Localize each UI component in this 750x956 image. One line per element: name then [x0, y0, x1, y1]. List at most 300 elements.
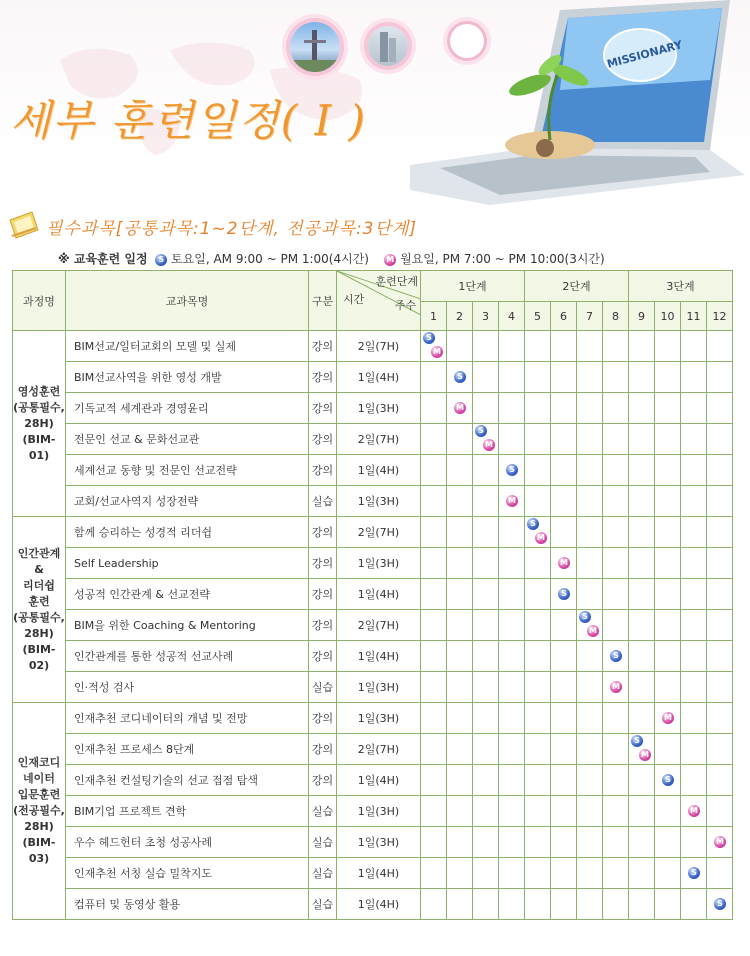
week-cell-2: [447, 889, 473, 920]
type-cell: 강의: [309, 703, 337, 734]
week-cell-1: [421, 889, 447, 920]
week-cell-4: [499, 641, 525, 672]
subject-cell: BIM기업 프로젝트 견학: [66, 796, 309, 827]
week-cell-11: [681, 827, 707, 858]
week-cell-10: [655, 331, 681, 362]
week-cell-6: [551, 393, 577, 424]
week-cell-1: [421, 827, 447, 858]
monday-mark-icon: M: [431, 346, 443, 358]
week-cell-12: [707, 765, 733, 796]
week-cell-11: [681, 796, 707, 827]
time-cell: 1일(3H): [337, 672, 421, 703]
week-cell-10: [655, 858, 681, 889]
saturday-text: 토요일, AM 9:00 ~ PM 1:00(4시간): [171, 252, 369, 266]
week-cell-3: [473, 672, 499, 703]
week-cell-9: [629, 362, 655, 393]
subject-cell: 성공적 인간관계 & 선교전략: [66, 579, 309, 610]
table-row: [13, 672, 733, 703]
table-row: [13, 765, 733, 796]
week-cell-12: [707, 393, 733, 424]
week-cell-2: [447, 858, 473, 889]
table-row: [13, 362, 733, 393]
week-cell-4: [499, 362, 525, 393]
header-week-3: 3: [473, 302, 499, 331]
week-cell-9: [629, 486, 655, 517]
week-cell-10: [655, 703, 681, 734]
week-cell-10: [655, 393, 681, 424]
time-cell: 1일(3H): [337, 393, 421, 424]
week-cell-4: [499, 765, 525, 796]
week-cell-6: [551, 331, 577, 362]
week-cell-8: [603, 486, 629, 517]
laptop-label: MISSIONARY: [605, 38, 684, 71]
week-cell-8: [603, 889, 629, 920]
week-cell-4: [499, 455, 525, 486]
week-cell-9: [629, 517, 655, 548]
table-row: [13, 393, 733, 424]
week-cell-10: [655, 889, 681, 920]
week-cell-7: [577, 858, 603, 889]
week-cell-10: [655, 827, 681, 858]
week-cell-4: [499, 827, 525, 858]
week-cell-2: [447, 517, 473, 548]
week-cell-5: [525, 827, 551, 858]
week-cell-2: [447, 734, 473, 765]
header-week-8: 8: [603, 302, 629, 331]
table-row: [13, 610, 733, 641]
week-cell-5: [525, 610, 551, 641]
subject-cell: 전문인 선교 & 문화선교관: [66, 424, 309, 455]
week-cell-7: [577, 579, 603, 610]
time-cell: 1일(4H): [337, 455, 421, 486]
week-cell-1: [421, 734, 447, 765]
week-cell-1: [421, 703, 447, 734]
week-cell-7: [577, 548, 603, 579]
monday-mark-icon: M: [662, 712, 674, 724]
week-cell-7: [577, 672, 603, 703]
week-cell-3: [473, 393, 499, 424]
header-week-11: 11: [681, 302, 707, 331]
type-cell: 강의: [309, 641, 337, 672]
week-cell-7: [577, 331, 603, 362]
week-cell-10: [655, 455, 681, 486]
header-week-12: 12: [707, 302, 733, 331]
saturday-mark-icon: S: [475, 425, 487, 437]
monday-icon: M: [384, 254, 396, 266]
time-cell: 2일(7H): [337, 331, 421, 362]
week-cell-1: [421, 579, 447, 610]
week-cell-12: [707, 703, 733, 734]
week-cell-8: [603, 455, 629, 486]
week-cell-9: [629, 641, 655, 672]
week-cell-11: [681, 486, 707, 517]
subject-cell: 세계선교 동향 및 전문인 선교전략: [66, 455, 309, 486]
table-row: [13, 548, 733, 579]
week-cell-9: [629, 703, 655, 734]
monday-mark-icon: M: [639, 749, 651, 761]
table-row: [13, 517, 733, 548]
week-cell-2: [447, 362, 473, 393]
week-cell-4: [499, 734, 525, 765]
week-cell-3: [473, 455, 499, 486]
type-cell: 실습: [309, 486, 337, 517]
subject-cell: 함께 승리하는 성경적 리더쉽: [66, 517, 309, 548]
time-cell: 1일(4H): [337, 858, 421, 889]
week-cell-8: [603, 858, 629, 889]
week-cell-6: [551, 672, 577, 703]
week-cell-3: [473, 827, 499, 858]
week-cell-9: [629, 579, 655, 610]
week-cell-4: [499, 579, 525, 610]
week-cell-12: [707, 517, 733, 548]
week-cell-2: [447, 486, 473, 517]
saturday-mark-icon: S: [527, 518, 539, 530]
week-cell-7: [577, 455, 603, 486]
type-cell: 강의: [309, 765, 337, 796]
week-cell-7: [577, 486, 603, 517]
monday-mark-icon: M: [688, 805, 700, 817]
week-cell-11: [681, 548, 707, 579]
week-cell-5: [525, 517, 551, 548]
saturday-mark-icon: S: [579, 611, 591, 623]
week-cell-4: [499, 424, 525, 455]
week-cell-7: [577, 517, 603, 548]
table-row: [13, 889, 733, 920]
week-cell-12: [707, 889, 733, 920]
course-group-name: 인간관계 & 리더쉽 훈련 (공통필수, 28H) (BIM-02): [13, 517, 66, 703]
week-cell-3: [473, 610, 499, 641]
week-cell-9: [629, 672, 655, 703]
week-cell-4: [499, 486, 525, 517]
week-cell-5: [525, 362, 551, 393]
week-cell-8: [603, 331, 629, 362]
week-cell-1: [421, 517, 447, 548]
table-row: [13, 703, 733, 734]
monday-mark-icon: M: [558, 557, 570, 569]
time-cell: 1일(3H): [337, 548, 421, 579]
time-cell: 1일(4H): [337, 765, 421, 796]
header-time: 시간: [343, 293, 365, 306]
schedule-table: [12, 270, 733, 920]
subject-cell: 인간관계를 통한 성공적 선교사례: [66, 641, 309, 672]
week-cell-10: [655, 424, 681, 455]
week-cell-10: [655, 610, 681, 641]
week-cell-11: [681, 672, 707, 703]
week-cell-7: [577, 362, 603, 393]
week-cell-6: [551, 827, 577, 858]
type-cell: 강의: [309, 734, 337, 765]
type-cell: 강의: [309, 424, 337, 455]
week-cell-5: [525, 889, 551, 920]
week-cell-7: [577, 765, 603, 796]
monday-mark-icon: M: [714, 836, 726, 848]
header-week-4: 4: [499, 302, 525, 331]
header-week-1: 1: [421, 302, 447, 331]
week-cell-6: [551, 765, 577, 796]
week-cell-12: [707, 331, 733, 362]
time-cell: 1일(3H): [337, 827, 421, 858]
week-cell-10: [655, 486, 681, 517]
week-cell-6: [551, 579, 577, 610]
header-week-6: 6: [551, 302, 577, 331]
week-cell-6: [551, 641, 577, 672]
time-cell: 2일(7H): [337, 517, 421, 548]
week-cell-11: [681, 455, 707, 486]
table-row: [13, 455, 733, 486]
subject-cell: Self Leadership: [66, 548, 309, 579]
monday-mark-icon: M: [506, 495, 518, 507]
week-cell-11: [681, 765, 707, 796]
photo-circle-1: [290, 22, 340, 72]
week-cell-4: [499, 517, 525, 548]
table-row: [13, 331, 733, 362]
week-cell-4: [499, 548, 525, 579]
week-cell-1: [421, 424, 447, 455]
week-cell-1: [421, 362, 447, 393]
week-cell-3: [473, 424, 499, 455]
week-cell-1: [421, 455, 447, 486]
saturday-mark-icon: S: [610, 650, 622, 662]
week-cell-1: [421, 796, 447, 827]
week-cell-10: [655, 672, 681, 703]
time-cell: 1일(3H): [337, 703, 421, 734]
week-cell-8: [603, 765, 629, 796]
header-week-10: 10: [655, 302, 681, 331]
week-cell-2: [447, 765, 473, 796]
table-row: [13, 579, 733, 610]
table-row: [13, 424, 733, 455]
week-cell-2: [447, 827, 473, 858]
saturday-mark-icon: S: [423, 332, 435, 344]
week-cell-10: [655, 641, 681, 672]
week-cell-8: [603, 393, 629, 424]
week-cell-1: [421, 486, 447, 517]
saturday-icon: S: [155, 254, 167, 266]
week-cell-6: [551, 703, 577, 734]
table-row: [13, 796, 733, 827]
saturday-mark-icon: S: [506, 464, 518, 476]
week-cell-5: [525, 734, 551, 765]
saturday-mark-icon: S: [662, 774, 674, 786]
week-cell-12: [707, 579, 733, 610]
saturday-mark-icon: S: [454, 371, 466, 383]
week-cell-8: [603, 548, 629, 579]
header-week-9: 9: [629, 302, 655, 331]
week-cell-11: [681, 517, 707, 548]
week-cell-3: [473, 486, 499, 517]
week-cell-9: [629, 548, 655, 579]
week-cell-8: [603, 362, 629, 393]
week-cell-11: [681, 393, 707, 424]
week-cell-4: [499, 393, 525, 424]
week-cell-1: [421, 641, 447, 672]
time-cell: 2일(7H): [337, 424, 421, 455]
week-cell-6: [551, 455, 577, 486]
week-cell-3: [473, 889, 499, 920]
table-row: [13, 827, 733, 858]
week-cell-3: [473, 579, 499, 610]
table-row: [13, 486, 733, 517]
week-cell-3: [473, 641, 499, 672]
monday-mark-icon: M: [483, 439, 495, 451]
week-cell-5: [525, 796, 551, 827]
week-cell-10: [655, 765, 681, 796]
week-cell-3: [473, 517, 499, 548]
week-cell-5: [525, 641, 551, 672]
week-cell-9: [629, 765, 655, 796]
week-cell-7: [577, 734, 603, 765]
week-cell-9: [629, 858, 655, 889]
subject-cell: BIM선교/일터교회의 모델 및 실제: [66, 331, 309, 362]
header-stage-1: 1단계: [421, 271, 525, 302]
week-cell-12: [707, 455, 733, 486]
monday-mark-icon: M: [454, 402, 466, 414]
week-cell-12: [707, 610, 733, 641]
week-cell-6: [551, 734, 577, 765]
week-cell-7: [577, 889, 603, 920]
week-cell-7: [577, 393, 603, 424]
week-cell-12: [707, 827, 733, 858]
week-cell-9: [629, 827, 655, 858]
week-cell-4: [499, 796, 525, 827]
time-cell: 1일(4H): [337, 889, 421, 920]
week-cell-4: [499, 703, 525, 734]
type-cell: 강의: [309, 610, 337, 641]
week-cell-2: [447, 331, 473, 362]
header-week-5: 5: [525, 302, 551, 331]
type-cell: 강의: [309, 455, 337, 486]
header-week: 주수: [394, 299, 416, 312]
week-cell-11: [681, 362, 707, 393]
week-cell-6: [551, 610, 577, 641]
type-cell: 실습: [309, 672, 337, 703]
week-cell-5: [525, 424, 551, 455]
week-cell-2: [447, 579, 473, 610]
header-stage-3: 3단계: [629, 271, 733, 302]
week-cell-2: [447, 796, 473, 827]
header-week-7: 7: [577, 302, 603, 331]
section-title: 필수과목[공통과목:1~2단계, 전공과목:3단계]: [46, 219, 417, 239]
week-cell-4: [499, 672, 525, 703]
week-cell-6: [551, 889, 577, 920]
week-cell-8: [603, 796, 629, 827]
table-row: [13, 641, 733, 672]
week-cell-3: [473, 796, 499, 827]
type-cell: 강의: [309, 362, 337, 393]
week-cell-8: [603, 734, 629, 765]
monday-mark-icon: M: [610, 681, 622, 693]
week-cell-8: [603, 424, 629, 455]
week-cell-2: [447, 455, 473, 486]
header-course: 과정명: [13, 271, 66, 331]
type-cell: 실습: [309, 858, 337, 889]
week-cell-5: [525, 331, 551, 362]
week-cell-9: [629, 331, 655, 362]
week-cell-8: [603, 579, 629, 610]
week-cell-11: [681, 424, 707, 455]
subject-cell: 인재추천 프로세스 8단계: [66, 734, 309, 765]
type-cell: 실습: [309, 827, 337, 858]
week-cell-1: [421, 765, 447, 796]
week-cell-11: [681, 734, 707, 765]
time-cell: 1일(3H): [337, 486, 421, 517]
table-row: [13, 858, 733, 889]
week-cell-11: [681, 610, 707, 641]
week-cell-2: [447, 548, 473, 579]
week-cell-3: [473, 362, 499, 393]
week-cell-10: [655, 548, 681, 579]
week-cell-12: [707, 548, 733, 579]
subject-cell: 교회/선교사역지 성장전략: [66, 486, 309, 517]
type-cell: 실습: [309, 796, 337, 827]
week-cell-1: [421, 548, 447, 579]
schedule-label: ※ 교육훈련 일정: [58, 252, 148, 266]
week-cell-12: [707, 362, 733, 393]
header-stage: 훈련단계: [375, 275, 418, 288]
week-cell-12: [707, 641, 733, 672]
laptop-illustration: [410, 0, 745, 205]
type-cell: 강의: [309, 331, 337, 362]
saturday-mark-icon: S: [714, 898, 726, 910]
week-cell-12: [707, 734, 733, 765]
header-time-stage: [337, 271, 421, 331]
week-cell-1: [421, 672, 447, 703]
week-cell-1: [421, 393, 447, 424]
week-cell-3: [473, 703, 499, 734]
week-cell-6: [551, 796, 577, 827]
week-cell-9: [629, 889, 655, 920]
week-cell-12: [707, 424, 733, 455]
week-cell-6: [551, 486, 577, 517]
week-cell-6: [551, 548, 577, 579]
time-cell: 1일(4H): [337, 641, 421, 672]
week-cell-3: [473, 734, 499, 765]
time-cell: 2일(7H): [337, 734, 421, 765]
week-cell-8: [603, 672, 629, 703]
week-cell-2: [447, 424, 473, 455]
week-cell-12: [707, 486, 733, 517]
type-cell: 강의: [309, 579, 337, 610]
week-cell-5: [525, 455, 551, 486]
week-cell-9: [629, 424, 655, 455]
week-cell-7: [577, 703, 603, 734]
monday-mark-icon: M: [535, 532, 547, 544]
time-cell: 2일(7H): [337, 610, 421, 641]
week-cell-8: [603, 827, 629, 858]
week-cell-5: [525, 765, 551, 796]
subject-cell: 인재추천 코디네이터의 개념 및 전망: [66, 703, 309, 734]
saturday-mark-icon: S: [558, 588, 570, 600]
week-cell-2: [447, 672, 473, 703]
subject-cell: 인재추천 컨설팅기술의 선교 접점 탐색: [66, 765, 309, 796]
week-cell-9: [629, 393, 655, 424]
week-cell-8: [603, 610, 629, 641]
notebook-icon: [8, 210, 40, 240]
week-cell-7: [577, 827, 603, 858]
week-cell-10: [655, 362, 681, 393]
time-cell: 1일(3H): [337, 796, 421, 827]
week-cell-7: [577, 424, 603, 455]
page-title: 세부 훈련일정( Ⅰ ): [10, 96, 367, 145]
week-cell-11: [681, 579, 707, 610]
week-cell-8: [603, 517, 629, 548]
week-cell-10: [655, 796, 681, 827]
week-cell-3: [473, 858, 499, 889]
week-cell-2: [447, 703, 473, 734]
week-cell-4: [499, 610, 525, 641]
header-week-2: 2: [447, 302, 473, 331]
subject-cell: BIM선교사역을 위한 영성 개발: [66, 362, 309, 393]
